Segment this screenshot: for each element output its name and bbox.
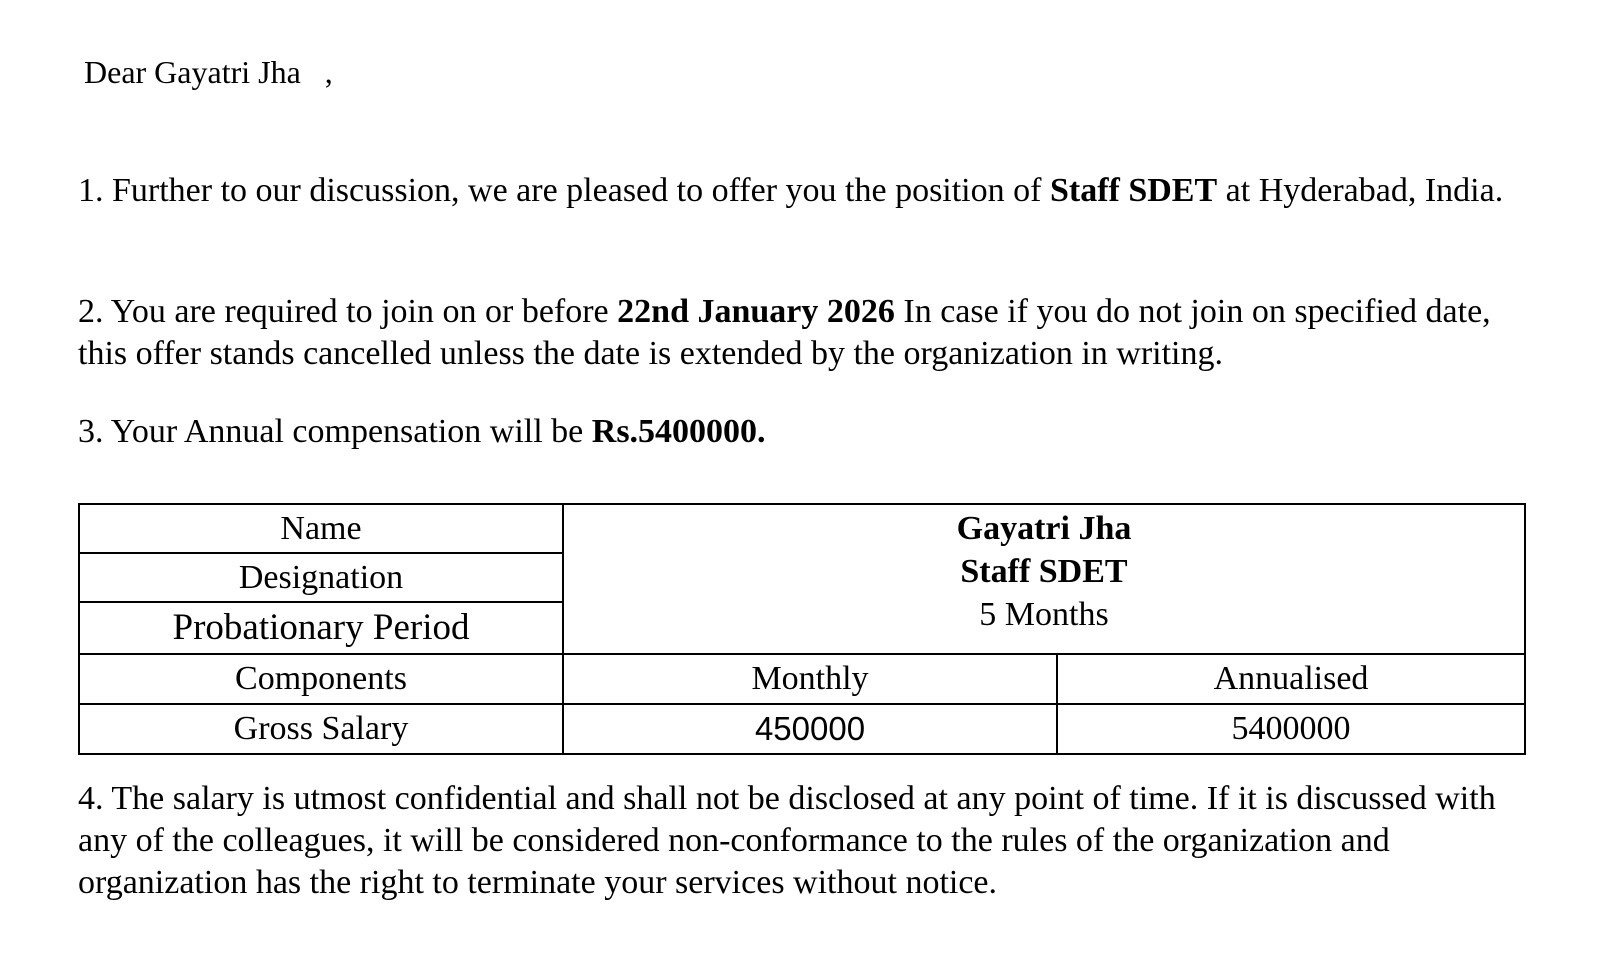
greeting-comma: ,: [324, 54, 333, 90]
label-name: Name: [79, 504, 563, 553]
paragraph-2-joining-date: [78, 291, 1528, 375]
label-probation: Probationary Period: [79, 602, 563, 654]
greeting-prefix: Dear: [84, 54, 147, 90]
label-designation: Designation: [79, 553, 563, 602]
label-components: Components: [79, 654, 563, 704]
table-row-gross-salary: [79, 704, 1525, 754]
paragraph-1-position: [78, 170, 1528, 212]
candidate-name: Gayatri Jha: [154, 54, 301, 90]
greeting-line: [84, 52, 333, 92]
paragraph-3-compensation: [78, 411, 1528, 453]
value-probation: 5 Months: [979, 596, 1109, 633]
label-gross-salary: Gross Salary: [79, 704, 563, 754]
table-row-components: [79, 654, 1525, 704]
gross-annualised-value: 5400000: [1057, 704, 1525, 754]
value-designation: Staff SDET: [960, 553, 1128, 590]
value-name: Gayatri Jha: [956, 510, 1132, 547]
header-monthly: Monthly: [563, 654, 1057, 704]
table-row-name: [79, 504, 1525, 553]
joining-date: 22nd January 2026: [617, 293, 895, 330]
header-annualised: Annualised: [1057, 654, 1525, 704]
paragraph-4-confidentiality: 4. The salary is utmost confidential and shall not be disclosed at any point of time. If it is discussed with any of the colleagues, it will be considered non-conformance to the rules of the organization and organization has the right to terminate your services without notice.: [78, 780, 1496, 901]
p2-text-before: 2. You are required to join on or before: [78, 293, 618, 330]
p2-text-after: In case if you do not join on specified date, this offer stands cancelled unless the date is extended by the organization in writing.: [78, 293, 1491, 372]
gross-monthly-value: 450000: [563, 704, 1057, 754]
candidate-details-cell: [563, 504, 1525, 654]
p3-text-before: 3. Your Annual compensation will be: [78, 413, 592, 450]
position-title: Staff SDET: [1049, 172, 1218, 209]
p1-text-after: at Hyderabad, India.: [1217, 172, 1504, 209]
annual-compensation: Rs.5400000.: [591, 413, 766, 450]
p1-text-before: 1. Further to our discussion, we are pleased to offer you the position of: [78, 172, 1050, 209]
compensation-table: [78, 503, 1526, 755]
